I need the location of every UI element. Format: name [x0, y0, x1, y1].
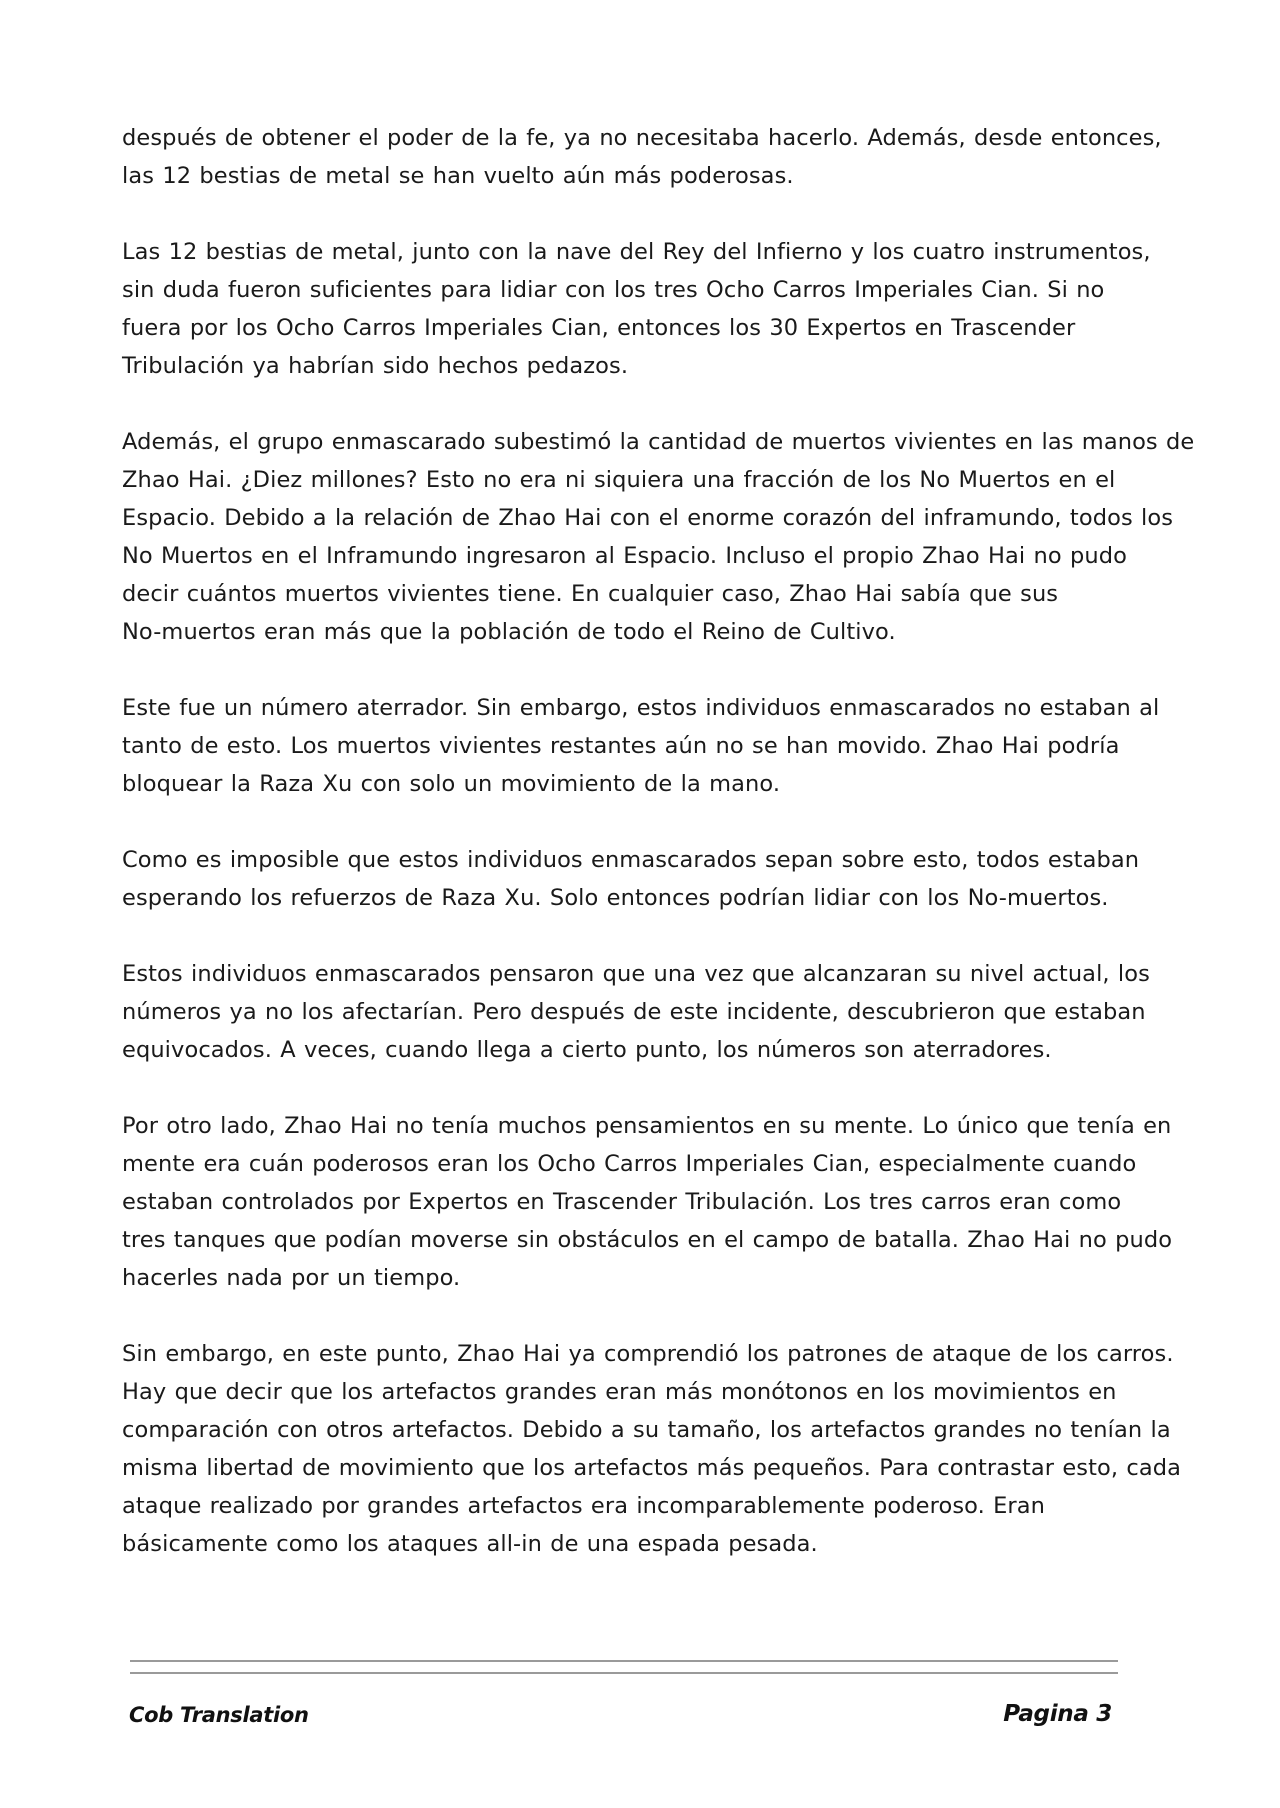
- text-line: Como es imposible que estos individuos enmascarados sepan sobre esto, todos estaban: [122, 847, 1140, 873]
- text-line: después de obtener el poder de la fe, ya no necesitaba hacerlo. Además, desde entonces,: [122, 125, 1162, 151]
- text-line: básicamente como los ataques all-in de una espada pesada.: [122, 1531, 818, 1557]
- text-line: Zhao Hai. ¿Diez millones? Esto no era ni siquiera una fracción de los No Muertos en el: [122, 467, 1116, 493]
- text-line: tanto de esto. Los muertos vivientes restantes aún no se han movido. Zhao Hai podría: [122, 733, 1120, 759]
- text-line: números ya no los afectarían. Pero después de este incidente, descubrieron que estaban: [122, 999, 1146, 1025]
- text-line: Espacio. Debido a la relación de Zhao Hai con el enorme corazón del inframundo, todos los: [122, 505, 1174, 531]
- paragraph: [122, 1107, 1173, 1297]
- paragraph: [122, 689, 1160, 803]
- paragraph: [122, 423, 1195, 651]
- footer-page-number: Pagina 3: [1003, 1701, 1112, 1727]
- text-line: decir cuántos muertos vivientes tiene. En cualquier caso, Zhao Hai sabía que sus: [122, 581, 1059, 607]
- text-line: Sin embargo, en este punto, Zhao Hai ya comprendió los patrones de ataque de los carros.: [122, 1341, 1174, 1367]
- text-line: Las 12 bestias de metal, junto con la nave del Rey del Infierno y los cuatro instrumentos,: [122, 239, 1151, 265]
- text-line: Tribulación ya habrían sido hechos pedazos.: [122, 353, 629, 379]
- paragraph: [122, 119, 1162, 195]
- text-line: bloquear la Raza Xu con solo un movimiento de la mano.: [122, 771, 781, 797]
- text-line: fuera por los Ocho Carros Imperiales Cian, entonces los 30 Expertos en Trascender: [122, 315, 1076, 341]
- paragraph: [122, 955, 1150, 1069]
- footer-rule-top: [130, 1660, 1118, 1662]
- text-line: misma libertad de movimiento que los artefactos más pequeños. Para contrastar esto, cada: [122, 1455, 1182, 1481]
- paragraph: [122, 233, 1151, 385]
- text-line: mente era cuán poderosos eran los Ocho Carros Imperiales Cian, especialmente cuando: [122, 1151, 1137, 1177]
- footer-rule-bottom: [130, 1672, 1118, 1674]
- text-line: estaban controlados por Expertos en Trascender Tribulación. Los tres carros eran como: [122, 1189, 1122, 1215]
- paragraph: [122, 841, 1140, 917]
- text-line: Este fue un número aterrador. Sin embargo, estos individuos enmascarados no estaban al: [122, 695, 1160, 721]
- text-line: las 12 bestias de metal se han vuelto aún más poderosas.: [122, 163, 794, 189]
- paragraph: [122, 1335, 1182, 1563]
- text-line: tres tanques que podían moverse sin obstáculos en el campo de batalla. Zhao Hai no pudo: [122, 1227, 1173, 1253]
- text-line: sin duda fueron suficientes para lidiar con los tres Ocho Carros Imperiales Cian. Si no: [122, 277, 1105, 303]
- text-line: No-muertos eran más que la población de todo el Reino de Cultivo.: [122, 619, 896, 645]
- text-line: Por otro lado, Zhao Hai no tenía muchos pensamientos en su mente. Lo único que tenía en: [122, 1113, 1172, 1139]
- text-line: equivocados. A veces, cuando llega a cierto punto, los números son aterradores.: [122, 1037, 1052, 1063]
- text-line: ataque realizado por grandes artefactos era incomparablemente poderoso. Eran: [122, 1493, 1046, 1519]
- text-line: hacerles nada por un tiempo.: [122, 1265, 461, 1291]
- text-line: Además, el grupo enmascarado subestimó la cantidad de muertos vivientes en las manos de: [122, 429, 1195, 455]
- footer-divider: [130, 1660, 1118, 1674]
- text-line: Estos individuos enmascarados pensaron que una vez que alcanzaran su nivel actual, los: [122, 961, 1150, 987]
- body-text: [122, 119, 1195, 1601]
- text-line: esperando los refuerzos de Raza Xu. Solo entonces podrían lidiar con los No-muertos.: [122, 885, 1109, 911]
- text-line: comparación con otros artefactos. Debido a su tamaño, los artefactos grandes no tenían la: [122, 1417, 1171, 1443]
- footer-translator-credit: Cob Translation: [129, 1703, 309, 1727]
- text-line: No Muertos en el Inframundo ingresaron al Espacio. Incluso el propio Zhao Hai no pudo: [122, 543, 1127, 569]
- text-line: Hay que decir que los artefactos grandes eran más monótonos en los movimientos en: [122, 1379, 1117, 1405]
